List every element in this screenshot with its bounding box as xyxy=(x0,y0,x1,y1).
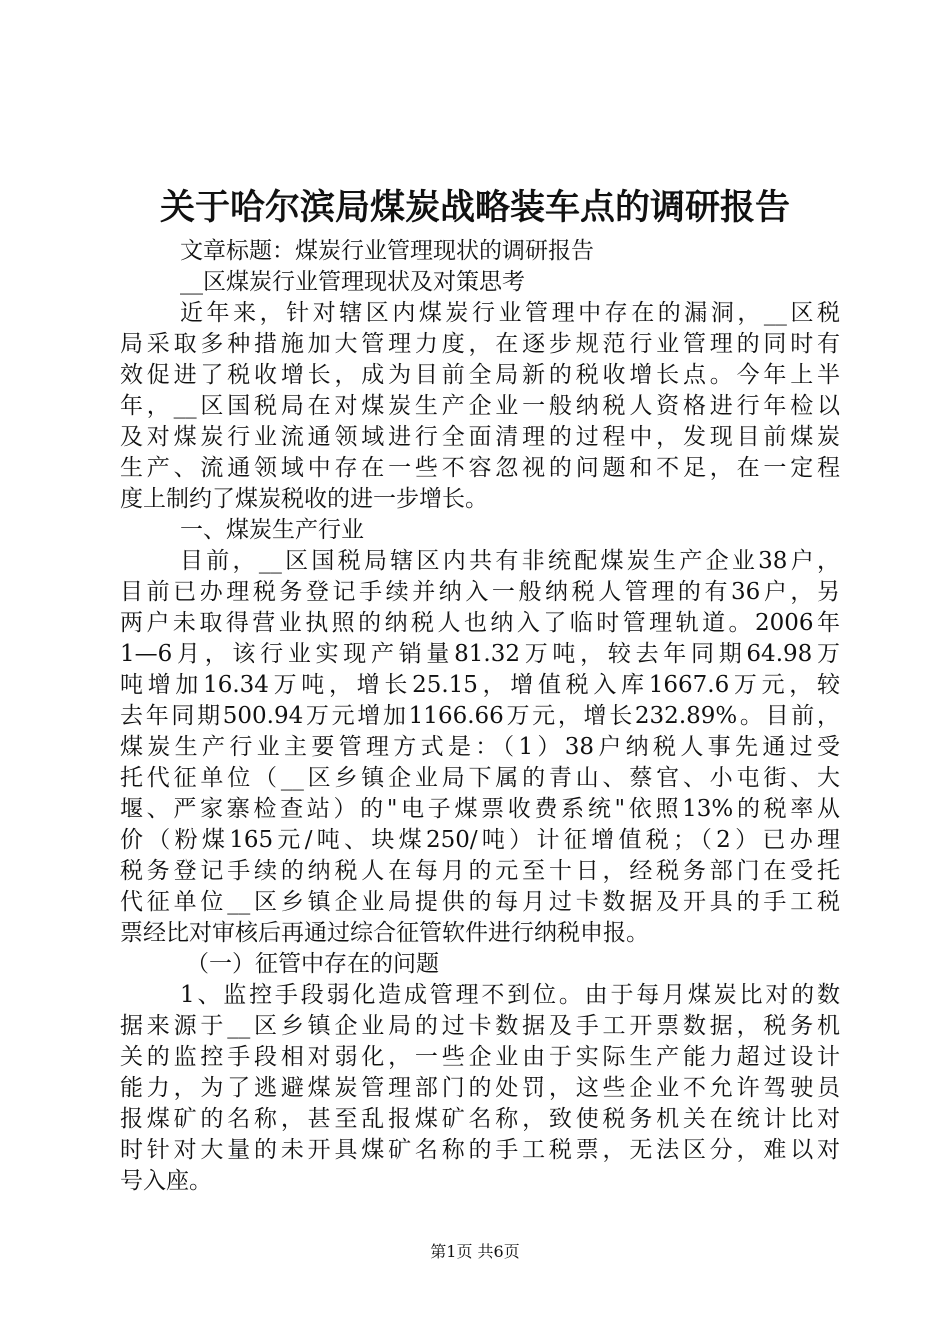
paragraph-line: 效促进了税收增长，成为目前全局新的税收增长点。今年上半 xyxy=(120,362,840,388)
paragraph-line: 报煤矿的名称，甚至乱报煤矿名称，致使税务机关在统计比对 xyxy=(120,1106,840,1132)
paragraph-line: 代征单位__区乡镇企业局提供的每月过卡数据及开具的手工税 xyxy=(120,889,840,915)
paragraph-line: 1、监控手段弱化造成管理不到位。由于每月煤炭比对的数 xyxy=(180,982,840,1008)
paragraph-line: 据来源于__区乡镇企业局的过卡数据及手工开票数据，税务机 xyxy=(120,1013,840,1039)
paragraph-line: 年，__区国税局在对煤炭生产企业一般纳税人资格进行年检以 xyxy=(120,393,840,419)
paragraph-line: 吨增加16.34万吨，增长25.15，增值税入库1667.6万元，较 xyxy=(120,672,840,698)
paragraph-line: 近年来，针对辖区内煤炭行业管理中存在的漏洞，__区税 xyxy=(180,300,840,326)
document-title: 关于哈尔滨局煤炭战略装车点的调研报告 xyxy=(159,187,790,228)
paragraph-line: 能力，为了逃避煤炭管理部门的处罚，这些企业不允许驾驶员 xyxy=(120,1075,840,1101)
paragraph-line: 时针对大量的未开具煤矿名称的手工税票，无法区分，难以对 xyxy=(120,1137,840,1163)
article-title-line: 文章标题：煤炭行业管理现状的调研报告 xyxy=(180,238,594,264)
paragraph-line: 煤炭生产行业主要管理方式是：（1）38户纳税人事先通过受 xyxy=(120,734,840,760)
paragraph-line: 去年同期500.94万元增加1166.66万元，增长232.89%。目前， xyxy=(120,703,840,729)
paragraph-line: 及对煤炭行业流通领域进行全面清理的过程中，发现目前煤炭 xyxy=(120,424,840,450)
document-body xyxy=(120,236,840,1197)
paragraph-line: 税务登记手续的纳税人在每月的元至十日，经税务部门在受托 xyxy=(120,858,840,884)
paragraph-line: 两户未取得营业执照的纳税人也纳入了临时管理轨道。2006年 xyxy=(120,610,840,636)
paragraph-line: 堰、严家寨检查站）的"电子煤票收费系统"依照13%的税率从 xyxy=(120,796,840,822)
paragraph-line: 票经比对审核后再通过综合征管软件进行纳税申报。 xyxy=(120,920,649,946)
paragraph-line: 目前已办理税务登记手续并纳入一般纳税人管理的有36户，另 xyxy=(120,579,840,605)
subtitle-line: __区煤炭行业管理现状及对策思考 xyxy=(180,269,525,295)
subsection-heading: （一）征管中存在的问题 xyxy=(186,951,439,977)
paragraph-line: 局采取多种措施加大管理力度，在逐步规范行业管理的同时有 xyxy=(120,331,840,357)
page-footer: 第1页 共6页 xyxy=(430,1242,520,1261)
paragraph-line: 目前，__区国税局辖区内共有非统配煤炭生产企业38户， xyxy=(180,548,840,574)
paragraph-line: 关的监控手段相对弱化，一些企业由于实际生产能力超过设计 xyxy=(120,1044,840,1070)
paragraph-line: 1—6月，该行业实现产销量81.32万吨，较去年同期64.98万 xyxy=(120,641,840,667)
paragraph-line: 价（粉煤165元/吨、块煤250/吨）计征增值税；（2）已办理 xyxy=(120,827,840,853)
paragraph-line: 生产、流通领域中存在一些不容忽视的问题和不足，在一定程 xyxy=(120,455,840,481)
paragraph-line: 度上制约了煤炭税收的进一步增长。 xyxy=(120,486,488,512)
section-heading: 一、煤炭生产行业 xyxy=(180,517,364,543)
paragraph-line: 号入座。 xyxy=(120,1168,212,1194)
paragraph-line: 托代征单位（__区乡镇企业局下属的青山、蔡官、小屯街、大 xyxy=(120,765,840,791)
